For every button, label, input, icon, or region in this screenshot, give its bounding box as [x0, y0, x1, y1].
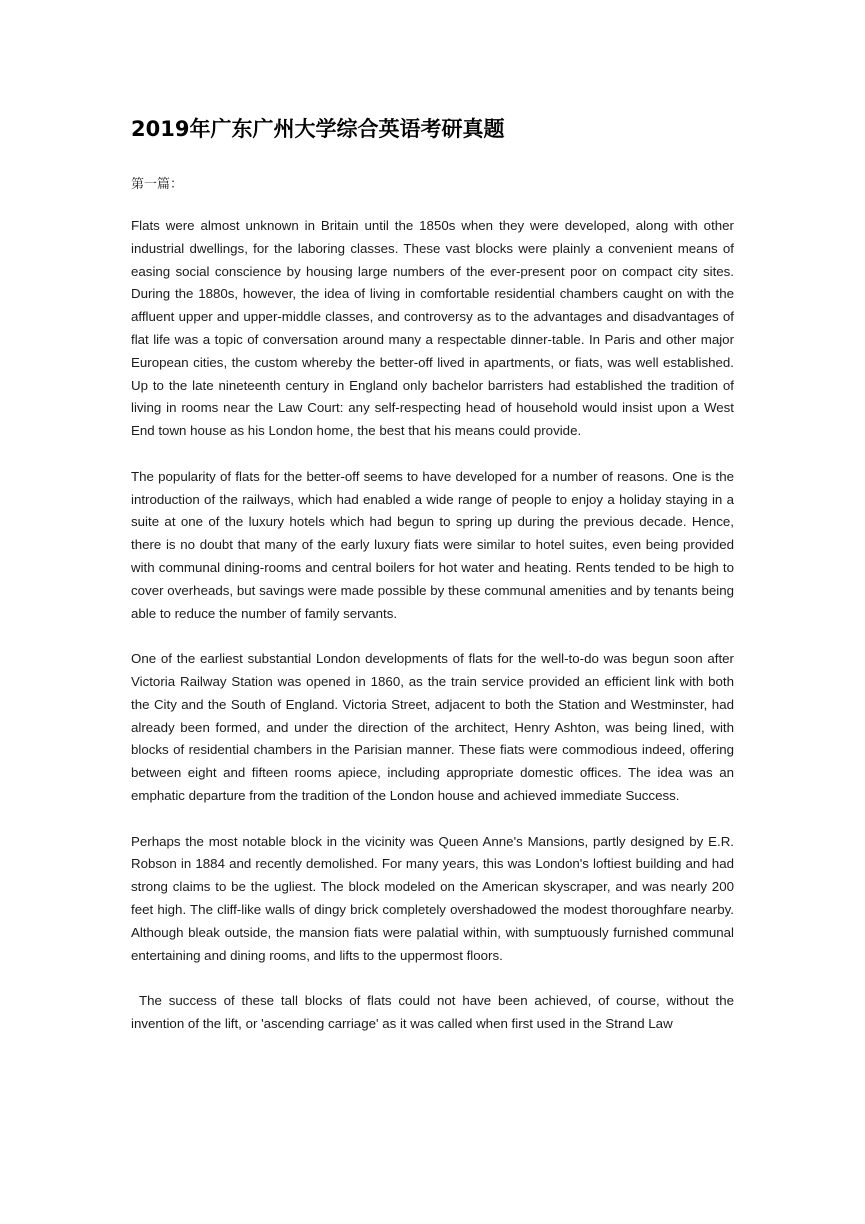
document-content — [131, 114, 734, 1058]
passage-body — [131, 215, 734, 1036]
paragraph-5: The success of these tall blocks of flats could not have been achieved, of course, without the invention of the lift, or 'ascending carriage' as it was called when first used in the Strand Law — [131, 993, 734, 1031]
paragraph-3: One of the earliest substantial London developments of flats for the well-to-do was begun soon after Victoria Railway Station was opened in 1860, as the train service provided an efficient link with both the City and the South of England. Victoria Street, adjacent to both the Station and Westminster, had already been formed, and under the direction of the architect, Henry Ashton, was being lined, with blocks of residential chambers in the Parisian manner. These fiats were commodious indeed, offering between eight and fifteen rooms apiece, including appropriate domestic offices. The idea was an emphatic departure from the tradition of the London house and achieved immediate Success. — [131, 651, 734, 803]
section-label: 第一篇： — [131, 177, 184, 192]
paragraph-2: The popularity of flats for the better-off seems to have developed for a number of reasons. One is the introduction of the railways, which had enabled a wide range of people to enjoy a holiday staying in a suite at one of the luxury hotels which had begun to spring up during the previous decade. Hence, there is no doubt that many of the early luxury fiats were similar to hotel suites, even being provided with communal dining-rooms and central boilers for hot water and heating. Rents tended to be high to cover overheads, but savings were made possible by these communal amenities and by tenants being able to reduce the number of family servants. — [131, 468, 734, 621]
paragraph-4: Perhaps the most notable block in the vicinity was Queen Anne's Mansions, partly designed by E.R. Robson in 1884 and recently demolished. For many years, this was London's loftiest building and had strong claims to be the ugliest. The block modeled on the American skyscraper, and was nearly 200 feet high. The cliff-like walls of dingy brick completely overshadowed the modest thoroughfare nearby. Although bleak outside, the mansion fiats were palatial within, with sumptuously furnished communal entertaining and dining rooms, and lifts to the uppermost floors. — [131, 833, 734, 963]
document-title: 2019年广东广州大学综合英语考研真题 — [131, 117, 505, 141]
paragraph-1: Flats were almost unknown in Britain until the 1850s when they were developed, along with other industrial dwellings, for the laboring classes. These vast blocks were plainly a convenient means of easing social conscience by housing large numbers of the ever-present poor on compact city sites. During the 1880s, however, the idea of living in comfortable residential chambers caught on with the affluent upper and upper-middle classes, and controversy as to the advantages and disadvantages of flat life was a topic of conversation around many a respectable dinner-table. In Paris and other major European cities, the custom whereby the better-off lived in apartments, or fiats, was well established. Up to the late nineteenth century in England only bachelor barristers had established the tradition of living in rooms near the Law Court: any self-respecting head of household would insist upon a West End town house as his London home, the best that his means could provide. — [131, 218, 734, 439]
